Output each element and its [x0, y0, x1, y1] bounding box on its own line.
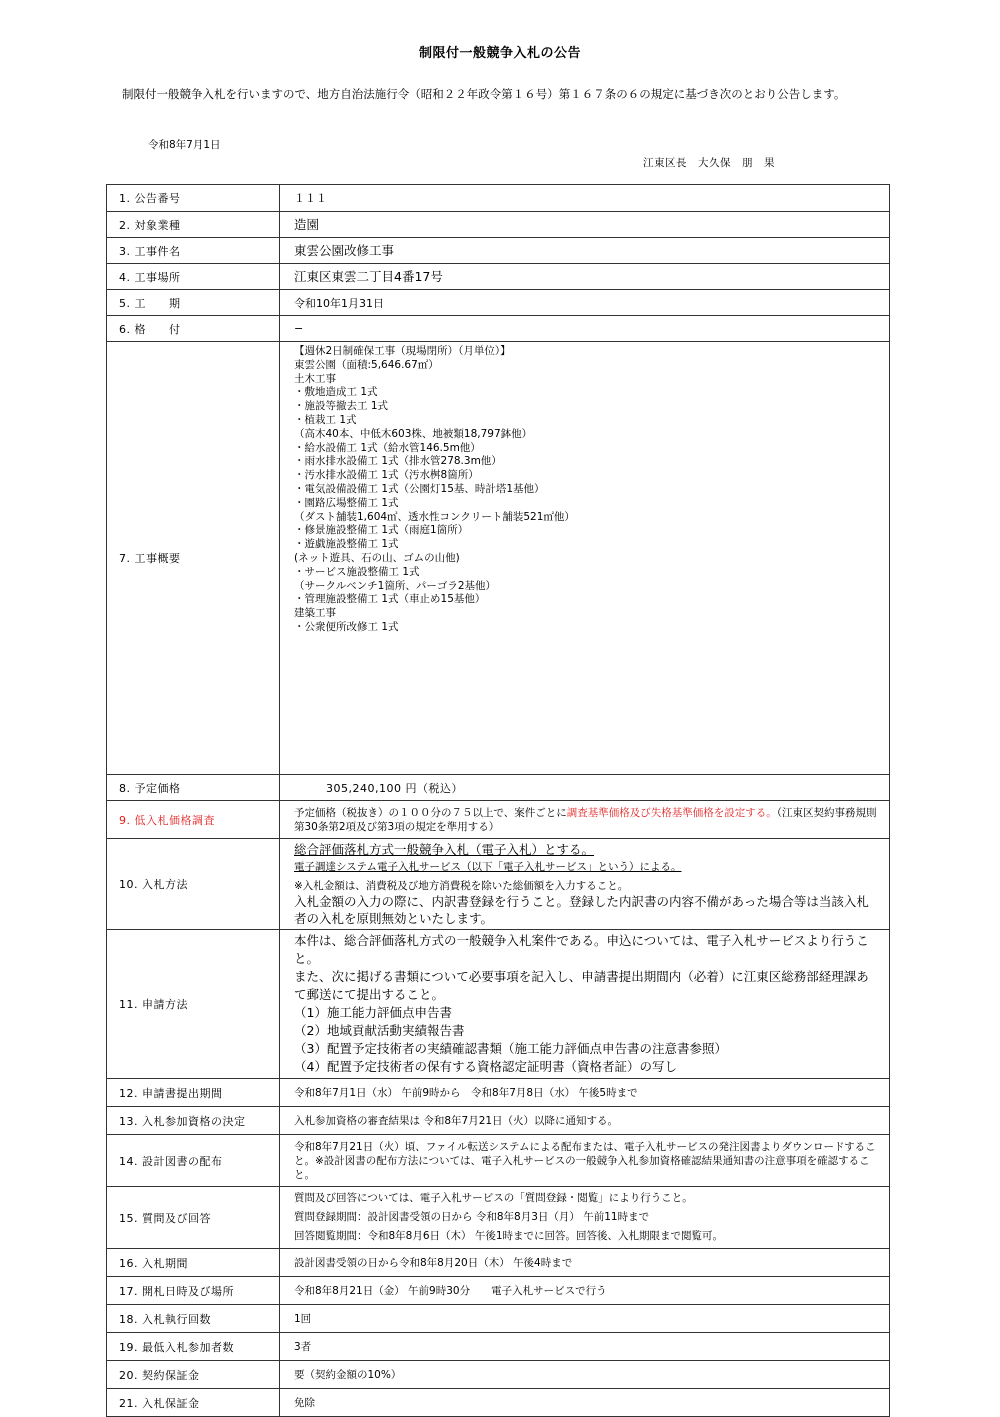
- overview-line: （サークルベンチ1箇所、パーゴラ2基他）: [294, 579, 497, 592]
- row-label: 8. 予定価格: [107, 775, 280, 801]
- overview-line: ・電気設備設備工 1式（公園灯15基、時計塔1基他）: [294, 482, 545, 495]
- row-label: 15. 質問及び回答: [107, 1187, 280, 1249]
- overview-line: （ダスト舗装1,604㎡、透水性コンクリート舗装521㎡他）: [294, 510, 575, 523]
- table-row: [107, 290, 890, 316]
- row-value: 設計図書受領の日から令和8年8月20日（木） 午後4時まで: [280, 1249, 890, 1277]
- planned-price: 305,240,100 円（税込）: [280, 775, 890, 801]
- row-label: 17. 開札日時及び場所: [107, 1277, 280, 1305]
- table-row: [107, 775, 890, 801]
- table-row: [107, 1277, 890, 1305]
- low-bid-text: 予定価格（税抜き）の１００分の７５以上で、案件ごとに: [294, 806, 567, 819]
- low-bid-highlight: 調査基準価格及び失格基準価格を設定する。: [566, 806, 777, 819]
- overview-line: ・管理施設整備工 1式（車止め15基他）: [294, 593, 486, 606]
- table-row: [107, 1079, 890, 1107]
- application-line: （3）配置予定技術者の実績確認書類（施工能力評価点申告書の注意書参照）: [294, 1041, 727, 1056]
- row-label: 16. 入札期間: [107, 1249, 280, 1277]
- row-value: [280, 839, 890, 930]
- table-row: [107, 238, 890, 264]
- row-label: 19. 最低入札参加者数: [107, 1333, 280, 1361]
- work-overview: [280, 342, 890, 775]
- row-label: 1. 公告番号: [107, 185, 280, 212]
- row-label: 18. 入札執行回数: [107, 1305, 280, 1333]
- row-label: 20. 契約保証金: [107, 1361, 280, 1389]
- row-value: 入札参加資格の審査結果は 令和8年7月21日（火）以降に通知する。: [280, 1107, 890, 1135]
- overview-line: 土木工事: [294, 372, 336, 385]
- table-row: [107, 264, 890, 290]
- notice-date: 令和8年7月1日: [148, 139, 221, 151]
- table-row: [107, 1333, 890, 1361]
- row-label: 14. 設計図書の配布: [107, 1135, 280, 1187]
- overview-line: ・園路広場整備工 1式: [294, 496, 399, 509]
- overview-line: ・雨水排水設備工 1式（排水管278.3m他）: [294, 455, 502, 468]
- application-line: （4）配置予定技術者の保有する資格認定証明書（資格者証）の写し: [294, 1059, 677, 1074]
- row-label: 11. 申請方法: [107, 930, 280, 1079]
- overview-line: ・施設等撤去工 1式: [294, 400, 389, 413]
- notice-table: [106, 184, 890, 1417]
- row-value: [280, 930, 890, 1079]
- overview-line: 建築工事: [294, 607, 336, 620]
- bid-method-line: 入札金額の入力の際に、内訳書登録を行うこと。登録した内訳書の内容不備があった場合等は当該入札者の入札を原則無効といたします。: [294, 894, 869, 926]
- application-line: また、次に掲げる書類について必要事項を記入し、申請書提出期間内（必着）に江東区総務部経理課あて郵送にて提出すること。: [294, 969, 869, 1002]
- table-row: [107, 801, 890, 839]
- row-value: [280, 801, 890, 839]
- bid-method-line: 総合評価落札方式一般競争入札（電子入札）とする。: [294, 842, 595, 857]
- row-value: １１１: [280, 185, 890, 212]
- row-label: 6. 格 付: [107, 316, 280, 342]
- table-row: [107, 1249, 890, 1277]
- row-label: 10. 入札方法: [107, 839, 280, 930]
- row-value: 1回: [280, 1305, 890, 1333]
- row-label: 21. 入札保証金: [107, 1389, 280, 1417]
- table-row: [107, 342, 890, 775]
- overview-line: （高木40本、中低木603株、地被類18,797鉢他）: [294, 427, 533, 440]
- row-label: 5. 工 期: [107, 290, 280, 316]
- row-label: 9. 低入札価格調査: [107, 801, 280, 839]
- overview-line: ・給水設備工 1式（給水管146.5m他）: [294, 441, 481, 454]
- row-value: 令和10年1月31日: [280, 290, 890, 316]
- overview-line: 東雲公園（面積:5,646.67㎡）: [294, 358, 439, 371]
- bid-method-line: 電子調達システム電子入札サービス（以下「電子入札サービス」という）による。: [294, 861, 682, 873]
- qa-line: 質問及び回答については、電子入札サービスの「質問登録・閲覧」により行うこと。: [294, 1192, 693, 1204]
- row-value: 要（契約金額の10%）: [280, 1361, 890, 1389]
- qa-line: 質問登録期間：設計図書受領の日から 令和8年8月3日（月） 午前11時まで: [294, 1211, 650, 1223]
- table-row: [107, 1305, 890, 1333]
- overview-line: (ネット遊具、石の山、ゴムの山他): [294, 551, 460, 564]
- signer: 江東区長 大久保 朋 果: [643, 157, 775, 169]
- row-value: 令和8年7月21日（火）頃、ファイル転送システムによる配布または、電子入札サービスの発注図書よりダウンロードすること。※設計図書の配布方法については、電子入札サービスの一般競争入札参加資格確認結果通知書の注意事項を確認すること。: [280, 1135, 890, 1187]
- low-bid-note: （江東区契約事務規則第30条第2項及び第3項の規定を準用する）: [294, 806, 877, 833]
- table-row: [107, 185, 890, 212]
- application-line: （1）施工能力評価点申告書: [294, 1005, 452, 1020]
- table-row: [107, 1187, 890, 1249]
- table-row: [107, 1135, 890, 1187]
- bid-method-line: ※入札金額は、消費税及び地方消費税を除いた総価額を入力すること。: [294, 880, 629, 892]
- overview-line: ・植栽工 1式: [294, 413, 357, 426]
- row-value: 令和8年8月21日（金） 午前9時30分 電子入札サービスで行う: [280, 1277, 890, 1305]
- overview-line: ・公衆便所改修工 1式: [294, 620, 399, 633]
- row-value: 江東区東雲二丁目4番17号: [280, 264, 890, 290]
- table-row: [107, 930, 890, 1079]
- row-value: −: [280, 316, 890, 342]
- row-value: 造園: [280, 212, 890, 238]
- table-row: [107, 1389, 890, 1417]
- row-label: 2. 対象業種: [107, 212, 280, 238]
- row-value: [280, 1187, 890, 1249]
- row-value: 免除: [280, 1389, 890, 1417]
- table-row: [107, 1361, 890, 1389]
- overview-line: ・敷地造成工 1式: [294, 386, 378, 399]
- row-label: 3. 工事件名: [107, 238, 280, 264]
- application-line: 本件は、総合評価落札方式の一般競争入札案件である。申込については、電子入札サービスより行うこと。: [294, 933, 869, 966]
- table-row: [107, 839, 890, 930]
- application-line: （2）地域貢献活動実績報告書: [294, 1023, 465, 1038]
- row-label: 4. 工事場所: [107, 264, 280, 290]
- table-row: [107, 1107, 890, 1135]
- qa-line: 回答閲覧期間：令和8年8月6日（木） 午後1時までに回答。回答後、入札期限まで閲覧可。: [294, 1230, 724, 1242]
- row-value: 令和8年7月1日（水） 午前9時から 令和8年7月8日（水） 午後5時まで: [280, 1079, 890, 1107]
- row-label: 12. 申請書提出期間: [107, 1079, 280, 1107]
- row-value: 東雲公園改修工事: [280, 238, 890, 264]
- row-label: 7. 工事概要: [107, 342, 280, 775]
- overview-line: ・サービス施設整備工 1式: [294, 565, 420, 578]
- row-label: 13. 入札参加資格の決定: [107, 1107, 280, 1135]
- table-row: [107, 212, 890, 238]
- page-title: 制限付一般競争入札の公告: [418, 46, 581, 61]
- overview-line: 【週休2日制確保工事（現場閉所）（月単位）】: [294, 345, 511, 357]
- overview-line: ・汚水排水設備工 1式（汚水桝8箇所）: [294, 469, 479, 482]
- overview-line: ・修景施設整備工 1式（雨庭1箇所）: [294, 524, 469, 537]
- table-row: [107, 316, 890, 342]
- overview-line: ・遊戯施設整備工 1式: [294, 538, 399, 551]
- intro-paragraph: 制限付一般競争入札を行いますので、地方自治法施行令（昭和２２年政令第１６号）第１６７条の６の規定に基づき次のとおり公告します。: [122, 87, 846, 101]
- row-value: 3者: [280, 1333, 890, 1361]
